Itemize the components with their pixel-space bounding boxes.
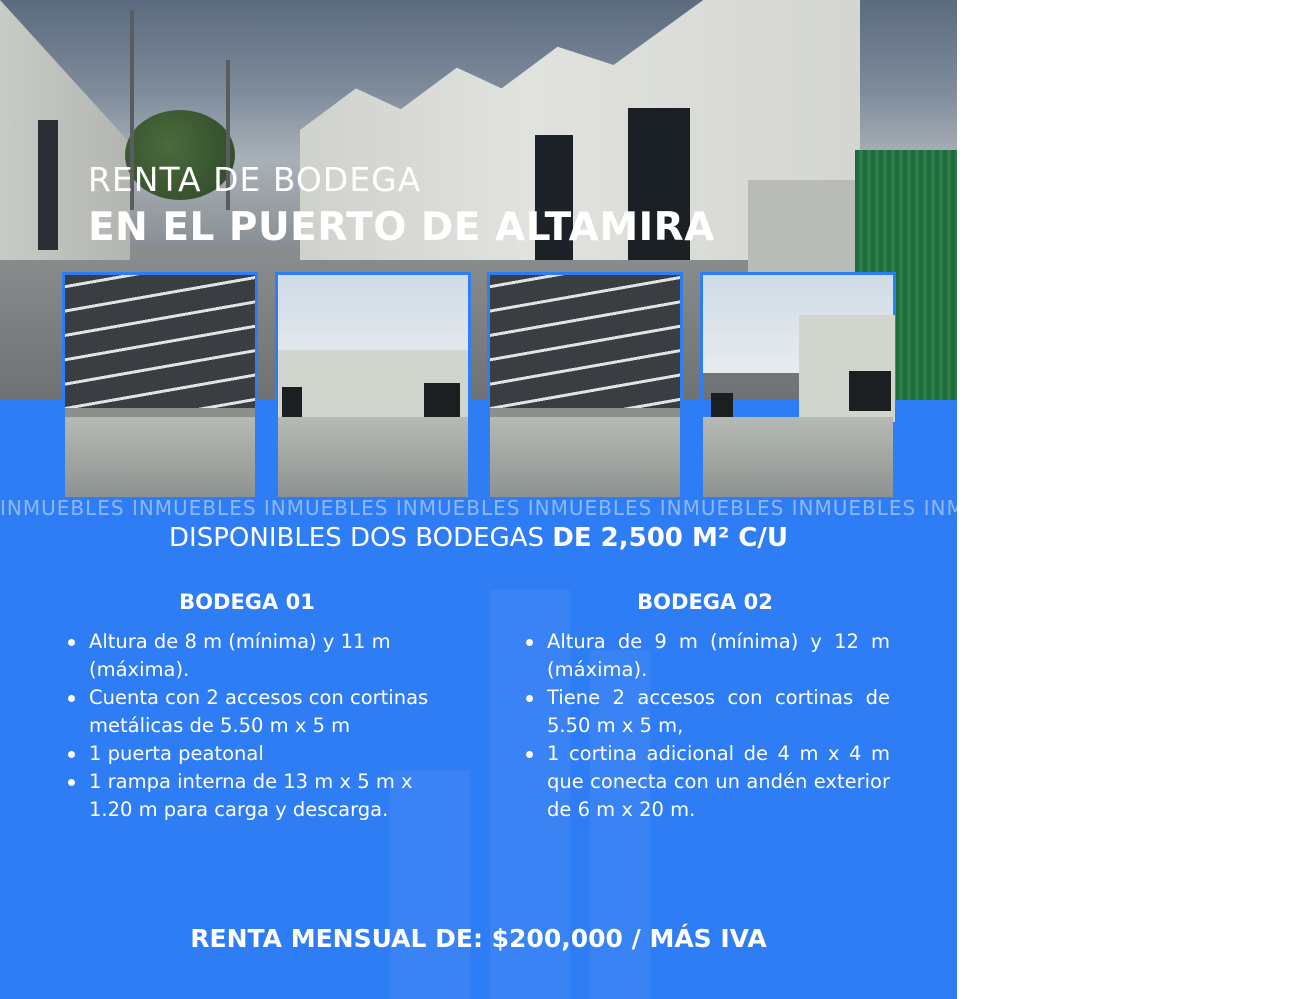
list-item: Cuenta con 2 accesos con cortinas metálicas de 5.50 m x 5 m <box>62 684 432 740</box>
photo-exterior-1 <box>275 272 471 500</box>
title-line-1: RENTA DE BODEGA <box>88 160 422 199</box>
subtitle-bold: DE 2,500 M² C/U <box>552 523 788 553</box>
photo-interior-1 <box>62 272 258 500</box>
monthly-rent-price: RENTA MENSUAL DE: $200,000 / MÁS IVA <box>190 924 767 953</box>
photo-exterior-2 <box>700 272 896 500</box>
list-item: 1 cortina adicional de 4 m x 4 m que conecta con un andén exterior de 6 m x 20 m. <box>520 740 890 824</box>
list-item: Altura de 9 m (mínima) y 12 m (máxima). <box>520 628 890 684</box>
bodega-01-features <box>62 628 432 824</box>
subtitle-light: DISPONIBLES DOS BODEGAS <box>169 523 553 553</box>
list-item: 1 rampa interna de 13 m x 5 m x 1.20 m para carga y descarga. <box>62 768 432 824</box>
list-item: Tiene 2 accesos con cortinas de 5.50 m x 5 m, <box>520 684 890 740</box>
availability-subtitle <box>0 523 957 553</box>
bodega-02-features <box>520 628 890 824</box>
watermark-text: INMUEBLES INMUEBLES INMUEBLES INMUEBLES INMUEBLES INMUEBLES INMUEBLES INMUEBLES INMUEBLES INMUEBLES <box>0 496 1312 520</box>
photo-interior-2 <box>487 272 683 500</box>
bodega-02-title: BODEGA 02 <box>637 590 773 614</box>
bodega-01-section <box>62 590 432 824</box>
bodega-01-title: BODEGA 01 <box>179 590 315 614</box>
list-item: Altura de 8 m (mínima) y 11 m (máxima). <box>62 628 432 684</box>
list-item: 1 puerta peatonal <box>62 740 432 768</box>
bodega-02-section <box>520 590 890 824</box>
title-line-2: EN EL PUERTO DE ALTAMIRA <box>88 205 715 250</box>
